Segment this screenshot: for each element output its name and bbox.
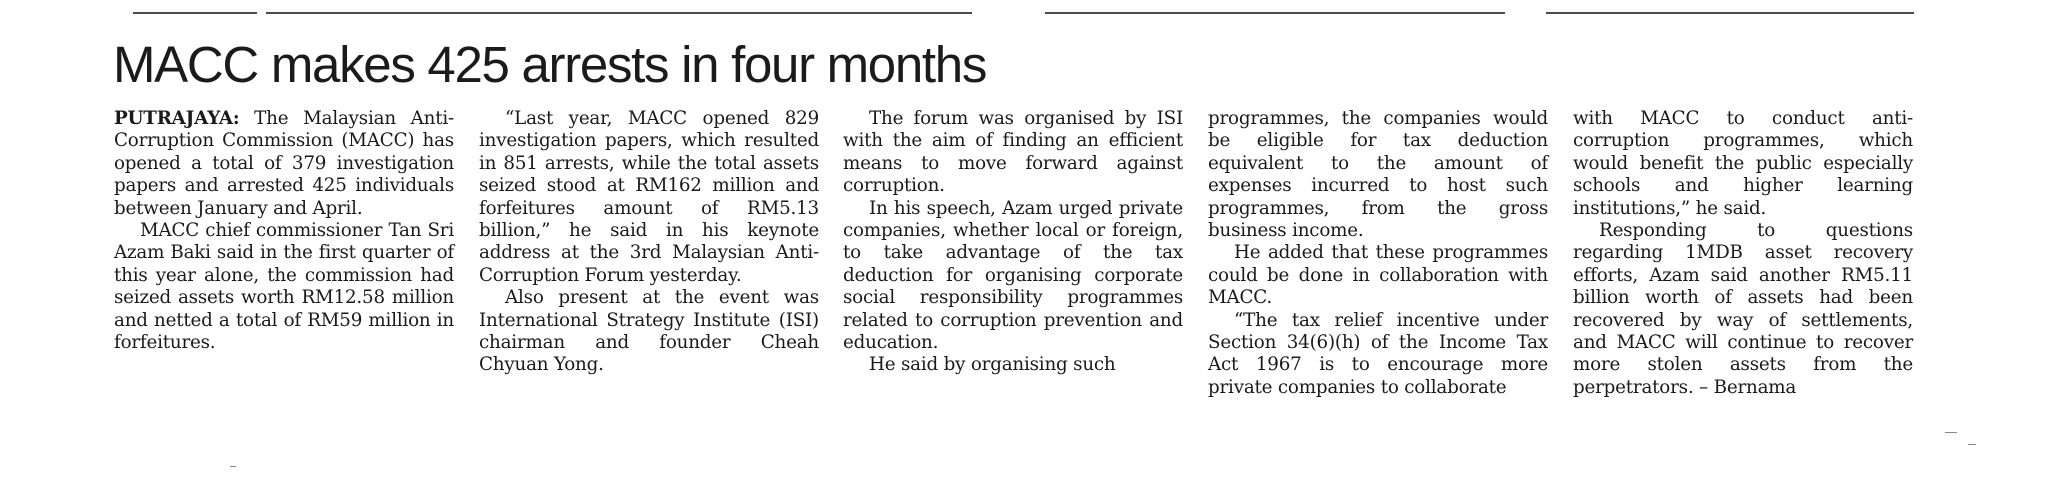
paragraph: “Last year, MACC opened 829 investigation papers, which resulted in 851 arrests, while the total assets seized stood at RM162 million and forfeitures amount of RM5.13 billion,” he said in his keynote address at the 3rd Malaysian Anti-Corruption Forum yesterday. [479, 108, 819, 286]
article-column-3 [843, 108, 1183, 377]
headline: MACC makes 425 arrests in four months [113, 36, 987, 93]
top-rule [266, 12, 972, 14]
scan-speck [1945, 432, 1957, 433]
paragraph: programmes, the companies would be eligible for tax deduction equivalent to the amount of expenses incurred to host such programmes, from the gross business income. [1208, 108, 1548, 242]
top-rule [1546, 12, 1914, 14]
paragraph-text: The Malaysian Anti-Corruption Commission (MACC) has opened a total of 379 investigation papers and arrested 425 individuals between January and April. [114, 108, 454, 219]
paragraph [114, 108, 454, 220]
article-column-2 [479, 108, 819, 377]
paragraph: The forum was organised by ISI with the aim of finding an efficient means to move forward against corruption. [843, 108, 1183, 197]
dateline: PUTRAJAYA: [114, 108, 240, 129]
scan-speck [1968, 444, 1976, 445]
scan-speck [230, 466, 236, 467]
top-rule [133, 12, 257, 14]
top-rule [1045, 12, 1505, 14]
article-column-4 [1208, 108, 1548, 399]
paragraph: He added that these programmes could be done in collaboration with MACC. [1208, 242, 1548, 309]
paragraph: In his speech, Azam urged private companies, whether local or foreign, to take advantage of the tax deduction for organising corporate social responsibility programmes related to corruption prevention and education. [843, 197, 1183, 354]
paragraph: Responding to questions regarding 1MDB asset recovery efforts, Azam said another RM5.11 billion worth of assets had been recovered by way of settlements, and MACC will continue to recover more stolen assets from the perpetrators. – Bernama [1573, 220, 1913, 398]
article-column-1 [114, 108, 454, 354]
paragraph: with MACC to conduct anti-corruption programmes, which would benefit the public especially schools and higher learning institutions,” he said. [1573, 108, 1913, 219]
article-column-5 [1573, 108, 1913, 399]
paragraph: MACC chief commissioner Tan Sri Azam Baki said in the first quarter of this year alone, the commission had seized assets worth RM12.58 million and netted a total of RM59 million in forfeitures. [114, 220, 454, 354]
paragraph: He said by organising such [869, 354, 1116, 376]
paragraph: Also present at the event was International Strategy Institute (ISI) chairman and founder Cheah Chyuan Yong. [479, 287, 819, 376]
paragraph: “The tax relief incentive under Section 34(6)(h) of the Income Tax Act 1967 is to encourage more private companies to collaborate [1208, 309, 1548, 398]
